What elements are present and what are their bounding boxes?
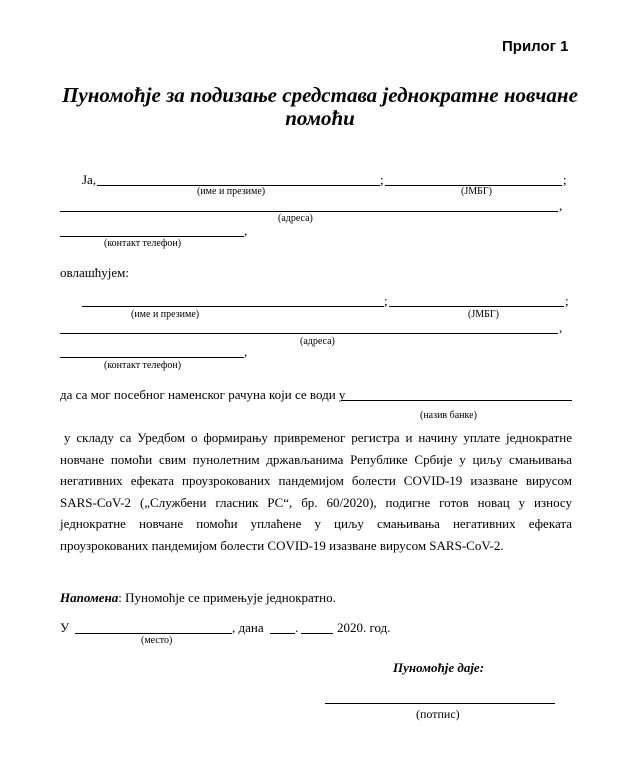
grantor-address-caption: (адреса) xyxy=(278,213,313,224)
annex-label: Прилог 1 xyxy=(502,38,569,55)
grantor-phone-caption: (контакт телефон) xyxy=(104,238,182,249)
month-field[interactable] xyxy=(301,633,333,634)
place-caption: (место) xyxy=(141,635,173,646)
attorney-phone-caption: (контакт телефон) xyxy=(104,360,182,371)
attorney-name-field[interactable] xyxy=(82,306,384,307)
grantor-phone-field[interactable] xyxy=(60,236,244,237)
note-text: : Пуномоћје се примењује једнократно. xyxy=(118,590,336,605)
day-label: , дана xyxy=(232,620,264,635)
grantor-address-field[interactable] xyxy=(60,211,558,212)
authorize-label: овлашћујем: xyxy=(60,265,129,280)
bank-name-field[interactable] xyxy=(341,400,572,401)
day-field[interactable] xyxy=(270,633,295,634)
attorney-jmbg-caption: (ЈМБГ) xyxy=(468,309,499,320)
signature-heading: Пуномоћје даје: xyxy=(393,660,485,675)
document-title: Пуномоћје за подизање средстава једнократне новчане помоћи xyxy=(62,83,578,130)
attorney-jmbg-field[interactable] xyxy=(389,306,564,307)
signature-caption: (потпис) xyxy=(416,707,460,721)
grantor-prefix: Ја, xyxy=(82,172,97,187)
year-label: 2020. год. xyxy=(337,620,391,635)
place-field[interactable] xyxy=(75,633,232,634)
grantor-jmbg-caption: (ЈМБГ) xyxy=(461,186,492,197)
attorney-address-caption: (адреса) xyxy=(300,336,335,347)
attorney-phone-field[interactable] xyxy=(60,357,244,358)
note-label: Напомена xyxy=(60,590,119,605)
body-paragraph: у складу са Уредбом о формирању привременог регистра и начину уплате једнократне новчане помоћи свим пунолетним држављанима Републике Србије у циљу смањивања негативних ефеката проузрокованих пандемијом болести COVID-19 изазване вирусом SARS-CoV-2 („Службени гласник РС“, бр. 60/2020), подигне готов новац у износу једнократне новчане помоћи уплаћене у циљу смањивања негативних ефеката проузрокованих пандемијом болести COVID-19 изазване вирусом SARS-CoV-2. xyxy=(60,430,572,553)
bank-caption: (назив банке) xyxy=(420,410,477,421)
attorney-address-field[interactable] xyxy=(60,333,558,334)
place-prefix: У xyxy=(60,620,70,635)
attorney-name-caption: (име и презиме) xyxy=(131,309,200,320)
note xyxy=(60,590,336,606)
signature-field[interactable] xyxy=(325,703,555,704)
account-text: да са мог посебног наменског рачуна који се води у xyxy=(60,387,346,402)
grantor-name-caption: (име и презиме) xyxy=(197,186,266,197)
